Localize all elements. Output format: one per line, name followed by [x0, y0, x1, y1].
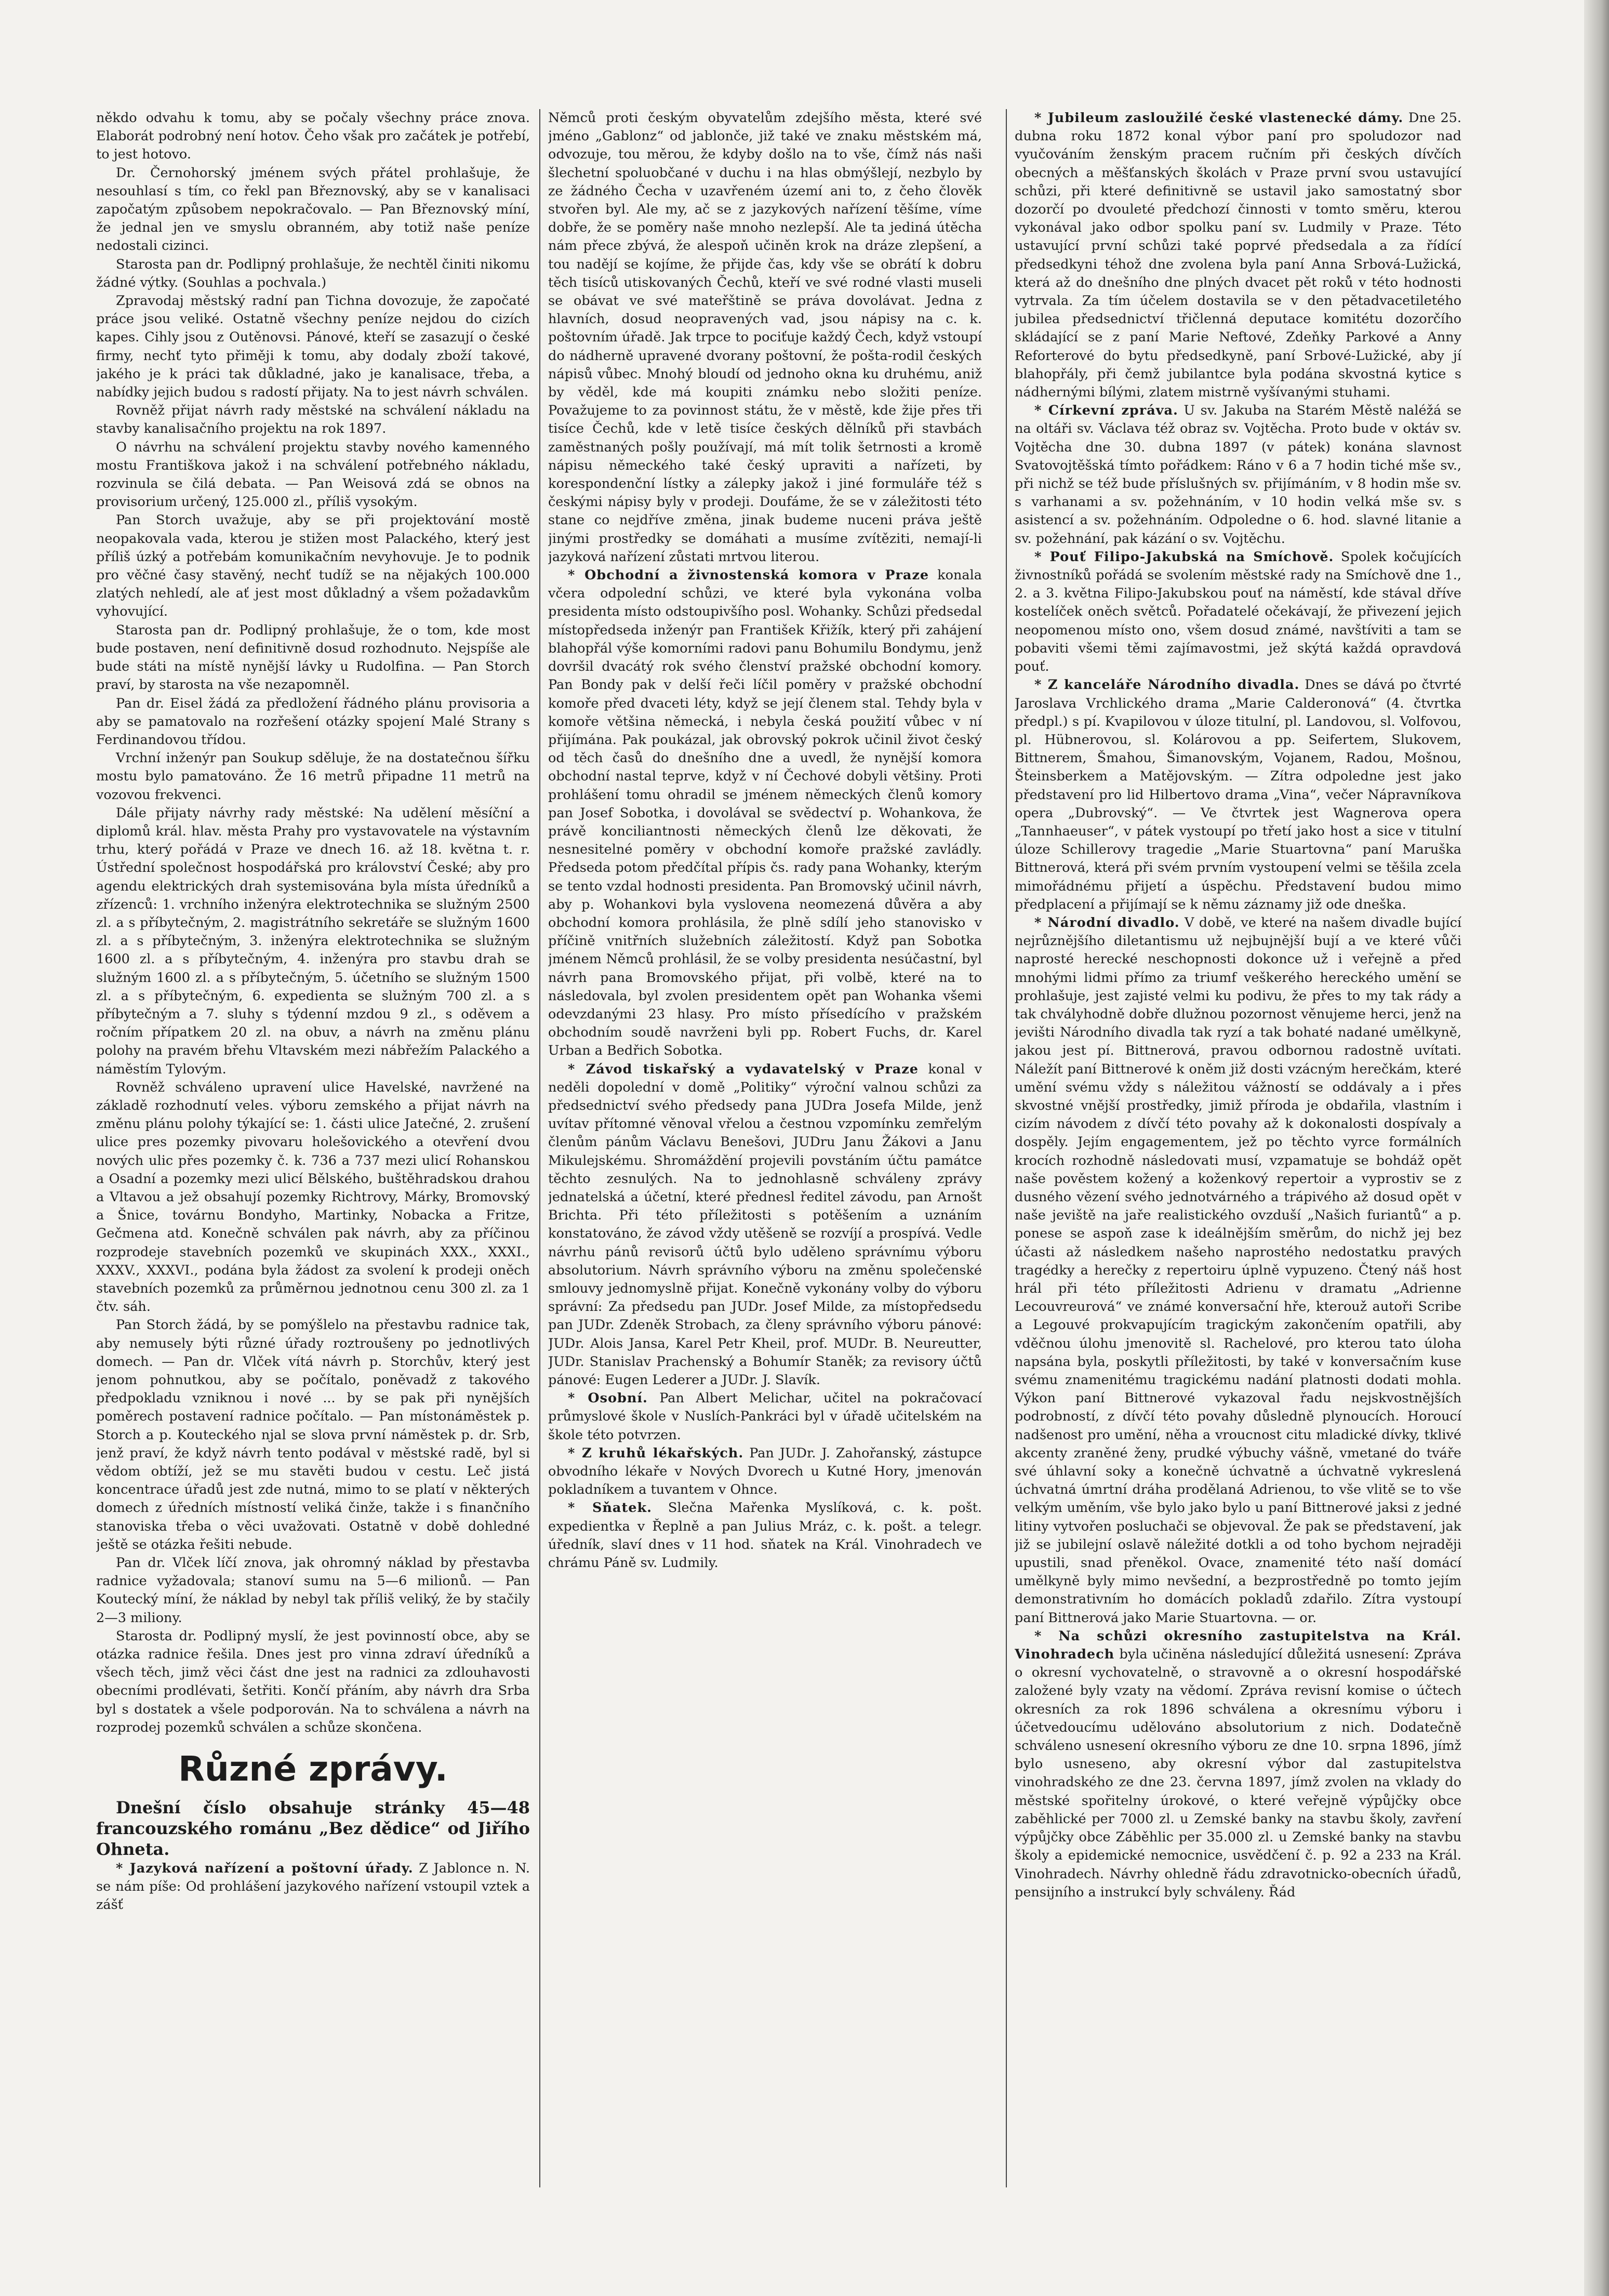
paragraph: Pan dr. Eisel žádá za předložení řádného plánu provisoria a aby se pamatovalo na rozřešení otázky spojení Malé Strany s Ferdinandovou třídou. — [96, 695, 530, 748]
paragraph: Němců proti českým obyvatelům zdejšího města, které své jméno „Gablonz“ od jablonče, již také ve znaku městském má, odvozuje, tou měrou, že kdyby došlo na to vše, čímž nás naši šlechetní spoluobčané v duchu i na hlas obmýšlejí, nezbylo by ze žádného Čecha v uzavřeném území ani to, z čeho člověk stvořen byl. Ale my, ač se z jazykových nařízení těšíme, víme dobře, že se poměry naše mnoho nezlepší. Ale ta jediná útěcha nám přece zbývá, že alespoň učiněn krok na dráze zlepšení, a tou nadějí se kojíme, že přijde čas, kdy vše se obrátí k dobru těch tisíců utiskovaných Čechů, kteří ve své rodné vlasti museli se obávat ve své mateřštině se práva dovolávat. Jedna z hlavních, dosud neopravených vad, jsou nápisy na c. k. poštovním úřadě. Jak trpce to pociťuje každý Čech, když vstoupí do nádherně upravené dvorany poštovní, že pošta-rodil českých nápisů vůbec. Mnohý bloudí od jednoho okna ku druhému, aniž by věděl, kde má koupiti známku nebo složiti peníze. Považujeme to za povinnost státu, že v městě, kde žije přes tři tisíce Čechů, kde v letě tisíce českých dělníků při stavbách zaměstnaných pošly používají, má mít tolik šetrnosti a kromě nápisu německého také český upraviti a nařízeti, by korespondenční lístky a zálepky jakož i jiné formuláře též s českými nápisy byly v prodeji. Doufáme, že se v záležitosti této stane co nejdříve změna, jinak budeme nuceni práva ještě jinými prostředky se domáhati a musíme zvítěziti, nemají-li jazyková nařízení zůstati mrtvou literou. — [548, 110, 982, 565]
paragraph: Pan dr. Vlček líčí znova, jak ohromný náklad by přestavba radnice vyžadovala; stanoví sumu na 5—6 milionů. — Pan Koutecký míní, že náklad by nebyl tak příliš veliký, že by stačily 2—3 miliony. — [96, 1555, 530, 1626]
paragraph: Starosta pan dr. Podlipný prohlašuje, že o tom, kde most bude postaven, není definitivně dosud rozhodnuto. Nejspíše ale bude státi na místě nynější lávky u Rudolfina. — Pan Storch praví, by starosta na vše nezapomněl. — [96, 622, 530, 693]
paragraph: Pan Storch uvažuje, aby se při projektování mostě neopakovala vada, kterou je stižen most Palackého, který jest příliš úzký a potřebám komunikačním nevyhovuje. Je to podnik pro věčné časy stavěný, nechť tudíž se na nějakých 100.000 zlatých nehledí, ale ať jest most důkladný a všem požadavkům vyhovující. — [96, 512, 530, 620]
news-item — [1015, 1627, 1461, 1902]
section-title: Různé zprávy. — [178, 1749, 448, 1789]
news-item — [548, 566, 982, 1060]
item-heading: * Pouť Filipo-Jakubská na Smíchově. — [1034, 549, 1334, 565]
news-item — [1015, 914, 1461, 1627]
item-text: Z Jablonce n. N. se nám píše: Od prohlášení jazykového nařízení vstoupil vztek a zášť — [96, 1861, 530, 1913]
paragraph: někdo odvahu k tomu, aby se počaly všechny práce znova. Elaborát podrobný není hotov. Čeho však pro začátek je potřebí, to jest hotovo. — [96, 110, 530, 163]
news-item — [1015, 109, 1461, 402]
column-2 — [548, 109, 982, 2193]
item-text: Dne 25. dubna roku 1872 konal výbor paní pro spoludozor nad vyučováním ženským pracem ručním při českých dívčích obecných a měšťanských školách v Praze první svou ustavující schůzi, při které definitivně se ustavil jako samostatný sbor dozorčí po dvouleté předchozí činnosti v tomto směru, kterou vykonával jako odbor spolku paní sv. Ludmily v Praze. Této ustavující první schůzi také poprvé předsedala a za řídící předsedkyni téhož dne zvolena byla paní Anna Srbová-Lužická, která až do dnešního dne plných dvacet pět roků v této hodnosti vytrvala. Za tím účelem dostavila se v den pětadvacetiletého jubilea předsednictví třičlenná deputace komitétu dozorčího skládající se z paní Marie Neftové, Zdeňky Parkové a Anny Reforterové do bytu předsedkyně, paní Srbové-Lužické, aby jí blahopřály, při čemž jubilantce byla podána skvostná kytice s nádhernými bílými, zlatem mistrně vyšívanými stuhami. — [1015, 110, 1461, 401]
item-heading: * Závod tiskařský a vydavatelský v Praze — [568, 1061, 919, 1077]
item-heading: * Sňatek. — [568, 1500, 652, 1516]
item-heading: * Národní divadlo. — [1034, 914, 1180, 931]
item-text: Slečna Mařenka Myslíková, c. k. pošt. expedientka v Řeplně a pan Julius Mráz, c. k. pošt. a telegr. úředník, slaví dnes v 11 hod. sňatek na Král. Vinohradech ve chrámu Páně sv. Ludmily. — [548, 1500, 982, 1571]
item-text: konal v neděli dopolední v domě „Politiky“ výroční valnou schůzi za předsednictví svého předsedy pana JUDra Josefa Milde, jenž uvítav přítomné věnoval vřelou a čestnou vzpomínku zemřelým členům pánům Václavu Benešovi, JUDru Janu Žákovi a Janu Mikulejskému. Shromáždění projevili povstáním účtu památce těchto zesnulých. Na to jednohlasně schváleny zprávy jednatelská a účetní, které přednesl ředitel závodu, pan Arnošt Brichta. Při této příležitosti s potěšením a uznáním konstatováno, že závod vždy utěšeně se rozvíjí a prospívá. Vedle návrhu pánů revisorů účtů bylo uděleno správnímu výboru absolutorium. Návrh správního výboru na změnu společenské smlouvy jednomyslně přijat. Konečně vykonány volby do výboru správní: Za předsedu pan JUDr. Josef Milde, za místopředsedu pan JUDr. Zdeněk Strobach, za členy správního výboru pánové: JUDr. Alois Jansa, Karel Petr Kheil, prof. MUDr. B. Neureutter, JUDr. Stanislav Prachenský a Bohumír Staněk; za revisory účtů pánové: Eugen Lederer a JUDr. J. Slavík. — [548, 1061, 982, 1388]
item-text: Pan Albert Melichar, učitel na pokračovací průmyslové škole v Nuslích-Pankráci byl v úřadě učitelském na škole této potvrzen. — [548, 1390, 982, 1443]
scan-edge — [1584, 0, 1609, 2296]
paragraph: Starosta dr. Podlipný myslí, že jest povinností obce, aby se otázka radnice řešila. Dnes jest pro vinna zdraví úředníků a všech těch, jimž věci část dne jest na radnici za zdlouhavosti obecními prodlévati, šetřiti. Končí přáním, aby návrh dra Srba byl s dostatek a všele podporován. Na to schválena a návrh na rozprodej pozemků schválen a schůze skončena. — [96, 1628, 530, 1735]
news-item — [548, 1389, 982, 1444]
paragraph: O návrhu na schválení projektu stavby nového kamenného mostu Františkova jakož i na schválení potřebného nákladu, rozvinula se čilá debata. — Pan Weisová zdá se obnos na provisorium určený, 125.000 zl., příliš vysokým. — [96, 439, 530, 510]
item-heading: * Z kruhů lékařských. — [568, 1445, 744, 1461]
item-heading: * Na schůzi okresního zastupitelstva na Král. Vinohradech — [1015, 1628, 1461, 1663]
column-rule — [1006, 109, 1007, 2187]
item-text: Pan JUDr. J. Zahořanský, zástupce obvodního lékaře v Nových Dvorech u Kutné Hory, jmenován pokladníkem a tuvantem v Ohnce. — [548, 1445, 982, 1498]
paragraph: Zpravodaj městský radní pan Tichna dovozuje, že započaté práce jsou veliké. Ostatně všechny peníze nejdou do cizích kapes. Cihly jsou z Outěnovsi. Pánové, kteří se zasazují o české firmy, nechť tyto přiměji k tomu, aby dodaly zboží takové, jakého je k práci tak důkladné, jako je kanalisace, třeba, a nabídky jejich budou s radostí přijaty. Na to jest návrh schválen. — [96, 293, 530, 401]
item-heading: * Obchodní a živnostenská komora v Praze — [568, 567, 929, 583]
item-heading: * Jazyková nařízení a poštovní úřady. — [116, 1861, 414, 1877]
item-text: konala včera odpolední schůzi, ve které byla vykonána volba presidenta místo odstoupivšího posl. Wohanky. Schůzi předsedal místopředseda inženýr pan František Křižík, který při zahájení blahopřál výše komorními radovi panu Bohumilu Bondymu, jenž dovršil dvacátý rok svého členství pražské obchodní komory. Pan Bondy pak v delší řeči líčil poměry v pražské obchodní komoře před dvaceti léty, když se její členem stal. Tehdy byla v komoře většina německá, i nebyla česká použití vůbec v ní přijímána. Pak poukázal, jak obrovský pokrok učinil život český od těch časů do dnešního dne a uvedl, že nynější komora obchodní nastal teprve, když v ní Čechové dobyli většiny. Proti prohlášení tomu ohradil se jménem německých členů komory pan Josef Sobotka, i dovolával se svědectví p. Wohankova, že právě konciliantnosti německých členů lze děkovati, že nesnesitelné poměry v obchodní komoře pražské zavládly. Předseda potom předčítal přípis čs. rady pana Wohanky, kterým se tento vzdal hodnosti presidenta. Pan Bromovský učinil návrh, aby p. Wohankovi byla vyslovena neomezená důvěra a aby obchodní komora prohlásila, že plně sdílí jeho stanovisko v příčině vnitřních služebních záležitostí. Když pan Sobotka jménem Němců prohlásil, že se volby presidenta nesúčastní, byl návrh pana Bromovského přijat, při volbě, které na to následovala, byl zvolen presidentem opět pan Wohanka všemi odevzdanými 23 hlasy. Pro místo přísedícího v pražském obchodním soudě navrženi byli pp. Robert Fuchs, dr. Karel Urban a Bedřich Sobotka. — [548, 567, 982, 1059]
paragraph: Starosta pan dr. Podlipný prohlašuje, že nechtěl činiti nikomu žádné výtky. (Souhlas a pochvala.) — [96, 256, 530, 290]
column-rule — [539, 109, 540, 2187]
item-text: byla učiněna následující důležitá usnesení: Zpráva o okresní vychovatelně, o stravovně a o okresní hospodářské založené byly vzaty na vědomí. Zpráva revisní komise o účtech okresních za rok 1896 schválena a okresnímu výboru i účetvedoucímu udělováno absolutorium z nich. Dodatečně schváleno usnesení okresního výboru ze dne 10. srpna 1896, jímž bylo usneseno, aby okresní výbor dal zastupitelstva vinohradského ze dne 23. června 1897, jímž zvolen na vklady do městské spořitelny úrokové, o které veřejně výpůjčky obce zaběhlické per 7000 zl. u Zemské banky na stavbu školy, zavření výpůjčky obce Záběhlic per 35.000 zl. u Zemské banky na stavbu školy a epidemické nemocnice, usvědčení č. p. 92 a 233 na Král. Vinohradech. Návrhy ohledně řádu zdravotnicko-obecních úřadů, pensijního a instrukcí byly schváleny. Řád — [1015, 1647, 1461, 1900]
item-heading: * Z kanceláře Národního divadla. — [1034, 677, 1300, 693]
news-item — [1015, 402, 1461, 548]
news-item — [1015, 548, 1461, 676]
item-heading: * Osobní. — [568, 1390, 648, 1406]
item-text: Spolek kočujících živnostníků pořádá se svolením městské rady na Smíchově dne 1., 2. a 3. května Filipo-Jakubskou pouť na náměstí, kde stával dříve kostelíček oněch světců. Pořadatelé očekávají, že přivezení jejich neopomenou místo ono, všem dosud známé, navštíviti a tam se pobaviti všemi těmi zajímavostmi, jež skýtá každá opravdová pouť. — [1015, 549, 1461, 675]
paragraph: Dále přijaty návrhy rady městské: Na udělení měsíční a diplomů král. hlav. města Prahy pro vystavovatele na výstavním trhu, který pořádá v Praze ve dnech 16. až 18. května t. r. Ústřední společnost hospodářská pro království České; aby pro agendu elektrických drah systemisována byla místa úředníků a zřízenců: 1. vrchního inženýra elektrotechnika se služným 2500 zl. a s příbytečným, 2. magistrátního sekretáře se služným 1600 zl. a s příbytečným, 3. inženýra elektrotechnika se služným 1600 zl. a s příbytečným, 4. inženýra pro stavbu drah se služným 1600 zl. a s příbytečným, 5. účetního se služným 1500 zl. a s příbytečným, 6. expedienta se služným 700 zl. a s příbytečným a 7. sluhy s týdenní mzdou 9 zl., s oděvem a ročním přípatkem 20 zl. na obuv, a návrh na změnu plánu polohy na pravém břehu Vltavském mezi nábřežím Palackého a náměstím Tylovým. — [96, 805, 530, 1077]
paragraph: Vrchní inženýr pan Soukup sděluje, že na dostatečnou šířku mostu bylo pamatováno. Že 16 metrů připadne 11 metrů na vozovou frekvenci. — [96, 750, 530, 803]
item-heading: * Církevní zpráva. — [1034, 403, 1178, 419]
news-item — [548, 1499, 982, 1572]
item-text: V době, ve které na našem divadle bující nejrůznějšího diletantismu už nejbujnější bují a ve které vůči naprosté herecké neschopnosti dokonce už i veřejně a před mnohými lidmi přímo za triumf veškerého hereckého umění se prohlašuje, jest zajisté velmi ku podivu, že přes to my tak rády a tak chvályhodně dobře dlužnou pozornost věnujeme herci, jenž na jevišti Národního divadla tak ryzí a tak bohaté nadané umělkyně, jakou jest pí. Bittnerová, pravou odbornou radostně uvítati. Náležít paní Bittnerové k oněm již dosti vzácným herečkám, které umění svému vždy s náležitou vážností se oddávaly a i přes skvostné vnější prostředky, jimiž příroda je obdařila, vlastním i cizím návodem z dívčí této povahy až k dokonalosti dospívaly a dospěly. Jejím engagementem, jež po těchto vyrce formálních krocích rozhodně následovati musí, vzpamatuje se bohdáž opět naše pověstem kožený a koženkový repertoir a vyprostiv se z dusného vězení svého jednotvárného a trápivého až dosud opět v naše jeviště na jaře realistického ovzduší „Našich furiantů“ a p. ponese se aspoň zase k ideálnějším směrům, do nichž jej bez účasti až následkem našeho naprostého nedostatku pravých tragédky a herečky z repertoiru úplně vypuzeno. Čtený náš host hrál při této příležitosti Adrienu v dramatu „Adrienne Lecouvreurová“ ve známé konversační hře, kterouž autoři Scribe a Legouvé prokvapujícím tragickým zakončením opatřili, aby vděčnou úlohu jmenovitě sl. Rachelové, pro kterou tato úloha napsána byla, poskytli příležitosti, by také v konversačním kuse svému znamenitému tragickému nadání platnosti dodati mohla. Výkon paní Bittnerové vykazoval řadu nejskvostnějších podrobností, z dívčí této povahy důsledně plynoucích. Horoucí nadšenost pro umění, něha a vroucnost citu mladické dívky, tklivé akcenty zraněné ženy, prudké výbuchy vášně, vmetané do tváře své úhlavní soky a konečně úchvatně a úchvatně vykreslená úchvatná úmrtní dráha prodělaná Adrienou, to vše vlitě se to vše velkým uměním, vše bylo jako bylo u paní Bittnerové jaksi z jedné litiny vytvořen posluchači se objevoval. Že pak se představení, jak již se jubilejní oslavě náležité dotkli a od toho bychom nejraději upustili, snad přeněkol. Ovace, znamenité této naší domácí umělkyně byly mimo nevšední, a bezprostředně po tomto jejím demonstrativním ho domácích pokladů zdařilo. Zítra vystoupí paní Bittnerová jako Marie Stuartovna. — or. — [1015, 914, 1461, 1626]
paragraph: Pan Storch žádá, by se pomýšlelo na přestavbu radnice tak, aby nemusely býti různé úřady roztroušeny po jednotlivých domech. — Pan dr. Vlček vítá návrh p. Storchův, který jest jenom pohnutkou, aby se počítalo, poněvadž z takového předpokladu vzniknou i nové ... by se pak při nynějších poměrech postavení radnice počítalo. — Pan místonáměstek p. Storch a p. Kouteckého njal se slova první náměstek p. dr. Srb, jenž praví, že když návrh tento podával v městské radě, byl si vědom obtíží, jež se mu stavěti budou v cestu. Leč jistá koncentrace úřadů jest zde nutná, mimo to se platí v některých domech z úředních místností veliká činže, takže i s finančního stanoviska třeba o věci uvažovati. Ostatně v době dohledné ještě se otázka řešiti nebude. — [96, 1317, 530, 1552]
item-text: U sv. Jakuba na Starém Městě naléžá se na oltáři sv. Václava též obraz sv. Vojtěcha. Proto bude v oktáv sv. Vojtěcha dne 30. dubna 1897 (v pátek) konána slavnost Svatovojtěšská tímto pořádkem: Ráno v 6 a 7 hodin tiché mše sv., při nichž se též bude příslušných sv. přijímáním, v 8 hodin mše sv. s varhanami a sv. požehnáním, v 10 hodin velká mše sv. s asistencí a sv. požehnáním. Odpoledne o 6. hod. slavné litanie a sv. požehnání, pak kázání o sv. Vojtěchu. — [1015, 403, 1461, 547]
column-3 — [1015, 109, 1461, 2193]
news-item — [1015, 676, 1461, 914]
lead-paragraph: Dnešní číslo obsahuje stránky 45—48 francouzského románu „Bez dědice“ od Jiřího Ohneta. — [96, 1798, 530, 1860]
paragraph: Rovněž přijat návrh rady městské na schválení nákladu na stavby kanalisačního projektu na rok 1897. — [96, 403, 530, 437]
item-text: Dnes se dává po čtvrté Jaroslava Vrchlického drama „Marie Calderonová“ (4. čtvrtka předpl.) s pí. Kvapilovou v úloze titulní, pl. Landovou, sl. Volfovou, pl. Hübnerovou, sl. Kolárovou a pp. Seifertem, Slukovem, Bittnerem, Šmahou, Šimanovským, Vojanem, Radou, Mošnou, Šteinsberkem a Matějovským. — Zítra odpoledne jest jako představení pro lid Hilbertovo drama „Vina“, večer Nápravníkova opera „Dubrovský“. — Ve čtvrtek jest Wagnerova opera „Tannhaeuser“, v pátek vystoupí po třetí jako host a sice v titulní úloze Schillerovy tragedie „Marie Stuartovna“ paní Maruška Bittnerová, která při svém prvním vystoupení velmi se těšila zcela mimořádnému přijetí a úspěchu. Představení budou mimo předplacení a přijímají se k němu záznamy již ode dneška. — [1015, 677, 1461, 912]
paragraph: Rovněž schváleno upravení ulice Havelské, navržené na základě rozhodnutí veles. výboru zemského a přijat návrh na změnu plánu polohy týkající se: 1. části ulice Jatečné, 2. zrušení ulice pres pozemky pivovaru holešovického a otevření dvou nových ulic přes pozemky č. k. 736 a 737 mezi ulicí Rohanskou a Osadní a pozemky mezi ulicí Bělského, buštěhradskou drahou a Vltavou a jež obsahují pozemky Richtrovy, Márky, Bromovský a Šnice, továrnu Bondyho, Martinky, Nobacka a Fritze, Gečmena atd. Konečně schválen pak návrh, aby za příčinou rozprodeje stavebních pozemků ve skupinách XXX., XXXI., XXXV., XXXVI., podána byla žádost za svolení k prodeji oněch stavebních pozemků za průměrnou jednotnou cenu 300 zl. za 1 čtv. sáh. — [96, 1079, 530, 1315]
news-item — [548, 1060, 982, 1390]
news-item — [548, 1444, 982, 1499]
paragraph: Dr. Černohorský jménem svých přátel prohlašuje, že nesouhlasí s tím, co řekl pan Březnovský, aby se v kanalisaci započatým způsobem nepokračovalo. — Pan Březnovský míní, že jednal jen ve smyslu obranném, aby totiž naše peníze nedostali cizinci. — [96, 165, 530, 254]
column-1 — [96, 109, 530, 2193]
item-heading: * Jubileum zasloužilé české vlastenecké dámy. — [1034, 110, 1404, 126]
news-item — [96, 1860, 530, 1915]
